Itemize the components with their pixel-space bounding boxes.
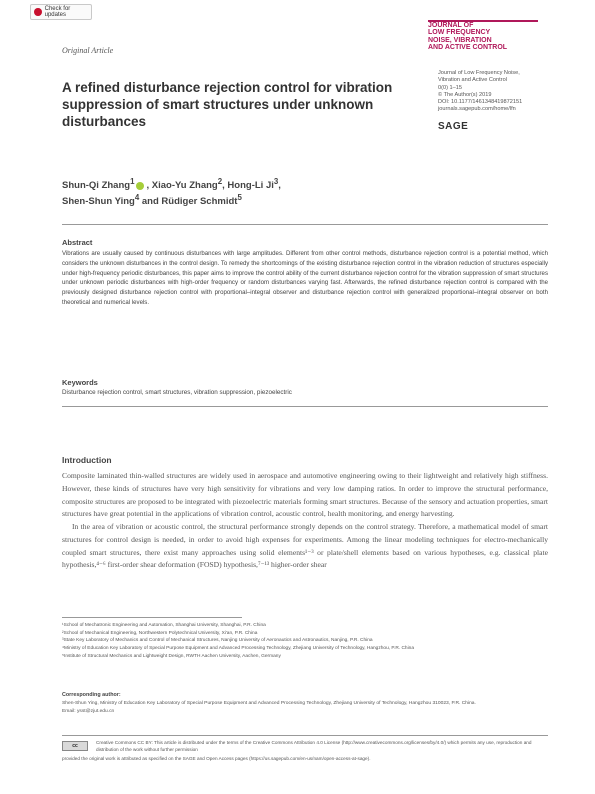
orcid-icon[interactable] [136,182,144,190]
introduction-heading: Introduction [62,455,112,465]
author-list [62,177,362,209]
publisher-logo: SAGE [438,121,469,132]
affiliation: ²School of Mechanical Engineering, Northwestern Polytechnical University, Xi'an, P.R. China [62,630,258,636]
keywords-text: Disturbance rejection control, smart structures, vibration suppression, piezoelectric [62,389,292,396]
keywords-heading: Keywords [62,378,98,387]
affiliation-mark: 5 [237,192,242,202]
footnote-divider [62,617,242,618]
abstract-heading: Abstract [62,238,93,247]
journal-line-4: AND ACTIVE CONTROL [428,44,508,52]
author-line-2 [62,193,362,209]
affiliation-mark: 4 [134,192,140,202]
meta-journal-1: Journal of Low Frequency Noise, [438,70,520,76]
corresponding-email[interactable]: Email: ysst@zjut.edu.cn [62,708,115,714]
author-name[interactable]: and Rüdiger Schmidt [139,196,238,208]
divider [62,735,548,736]
affiliation-mark: 2 [217,177,223,186]
affiliations [62,622,548,660]
journal-line-1: JOURNAL OF [428,22,474,29]
divider [62,224,548,225]
author-name[interactable]: Shun-Qi Zhang [62,180,131,192]
affiliation-mark: 3 [273,177,279,186]
meta-url[interactable]: journals.sagepub.com/home/lfn [438,106,516,113]
article-type: Original Article [62,46,114,55]
journal-logo [428,22,538,51]
check-for-updates-badge[interactable] [30,4,92,20]
corresponding-address: Shen-Shun Ying, Ministry of Education Key Laboratory of Special Purpose Equipment and Advanced Processing Technology, Zhejiang University of Technology, Hangzhou 310023, P.R. China. [62,701,476,706]
badge-label: Check for updates [44,6,71,18]
paper-title: A refined disturbance rejection control for vibration suppression of smart structures under unknown disturbances [62,80,393,129]
meta-volume: 0(0) 1–15 [438,84,462,91]
affiliation: ³State Key Laboratory of Mechanics and Control of Mechanical Structures, Nanjing University of Aeronautics and Astronautics, Nanjing, P.R. China [62,638,373,644]
journal-line-3: NOISE, VIBRATION [428,36,492,44]
license-text: Creative Commons CC BY: This article is distributed under the terms of the Creative Commons Attribution 4.0 License (http://www.creativecommons.org/licenses/by/4.0/) which permits any use, reproduction and distribution of the work without further permission [96,740,532,753]
license-text-continued[interactable]: provided the original work is attributed as specified on the SAGE and Open Access pages (https://us.sagepub.com/en-us/nam/open-access-at-sage). [62,756,371,761]
divider [62,406,548,407]
corresponding-author [62,700,548,716]
affiliation-mark: 1 [130,177,135,186]
journal-metadata [438,70,548,114]
cc-license-icon[interactable]: cc [62,741,88,751]
affiliation: ⁴Ministry of Education Key Laboratory of Special Purpose Equipment and Advanced Processing Technology, Zhejiang University of Technology, Hangzhou, P.R. China [62,646,414,652]
update-icon [34,8,42,16]
meta-journal-2: Vibration and Active Control [438,77,507,84]
author-name[interactable]: , Xiao-Yu Zhang [146,180,218,192]
affiliation: ⁵Institute of Structural Mechanics and Lightweight Design, RWTH Aachen University, Aachen, Germany [62,653,281,659]
introduction-body [62,470,548,572]
corresponding-heading: Corresponding author: [62,692,121,698]
journal-line-2: LOW FREQUENCY [428,29,491,37]
abstract-text: Vibrations are usually caused by continuous disturbances with large amplitudes. Different from other control methods, disturbance rejection control is a potential method, which considers the unknown disturbances in the control design. To remedy the shortcomings of the existing disturbance rejection control in the vibration reduction of structures especially under high-frequency periodic disturbances, this paper aims to improve the control ability of the current disturbance rejection control for the vibration suppression of smart structures under unknown periodic disturbances with high-order frequency or random disturbances varying fast. Afterwards, the refined disturbance rejection control is compared with the previously designed disturbance rejection control with proportional–integral observer and disturbance rejection control with generalized proportional–integral observer on both theoretical and numerical levels. [62,250,548,306]
meta-doi[interactable]: DOI: 10.1177/1461348419872151 [438,99,523,106]
author-name[interactable]: , Hong-Li Ji [222,180,274,192]
paragraph: Composite laminated thin-walled structures are widely used in aerospace and automotive engineering owing to their lightweight and relatively high stiffness. However, these kinds of structures have very high sensitivity for vibrations and very low damping ratios. In order to improve the structural performance, composite structures are proposed to be integrated with piezoelectric materials forming smart structures. Because of the sensory and actuation properties, smart structures have great potential in the applications of vibration control, acoustic control, health monitoring, and energy harvesting. [62,471,548,519]
separator: , [278,180,281,192]
affiliation: ¹School of Mechatronic Engineering and Automation, Shanghai University, Shanghai, P.R. China [62,623,266,628]
paragraph: In the area of vibration or acoustic control, the structural performance strongly depends on the control strategy. Therefore, a mathematical model of smart structures for control design is needed, in order to avoid high expenses for experiments. Among the linear modeling techniques for electro-mechanically coupled smart structures, there exist many approaches using solid elements¹⁻³ or plate/shell elements based on various hypotheses, e.g. classical plate hypothesis,⁴⁻⁶ first-order shear deformation (FOSD) hypothesis,⁷⁻¹³ higher-order shear [62,522,548,570]
author-line-1 [62,177,362,193]
author-name[interactable]: Shen-Shun Ying [62,196,135,208]
meta-copyright: © The Author(s) 2019 [438,91,492,98]
